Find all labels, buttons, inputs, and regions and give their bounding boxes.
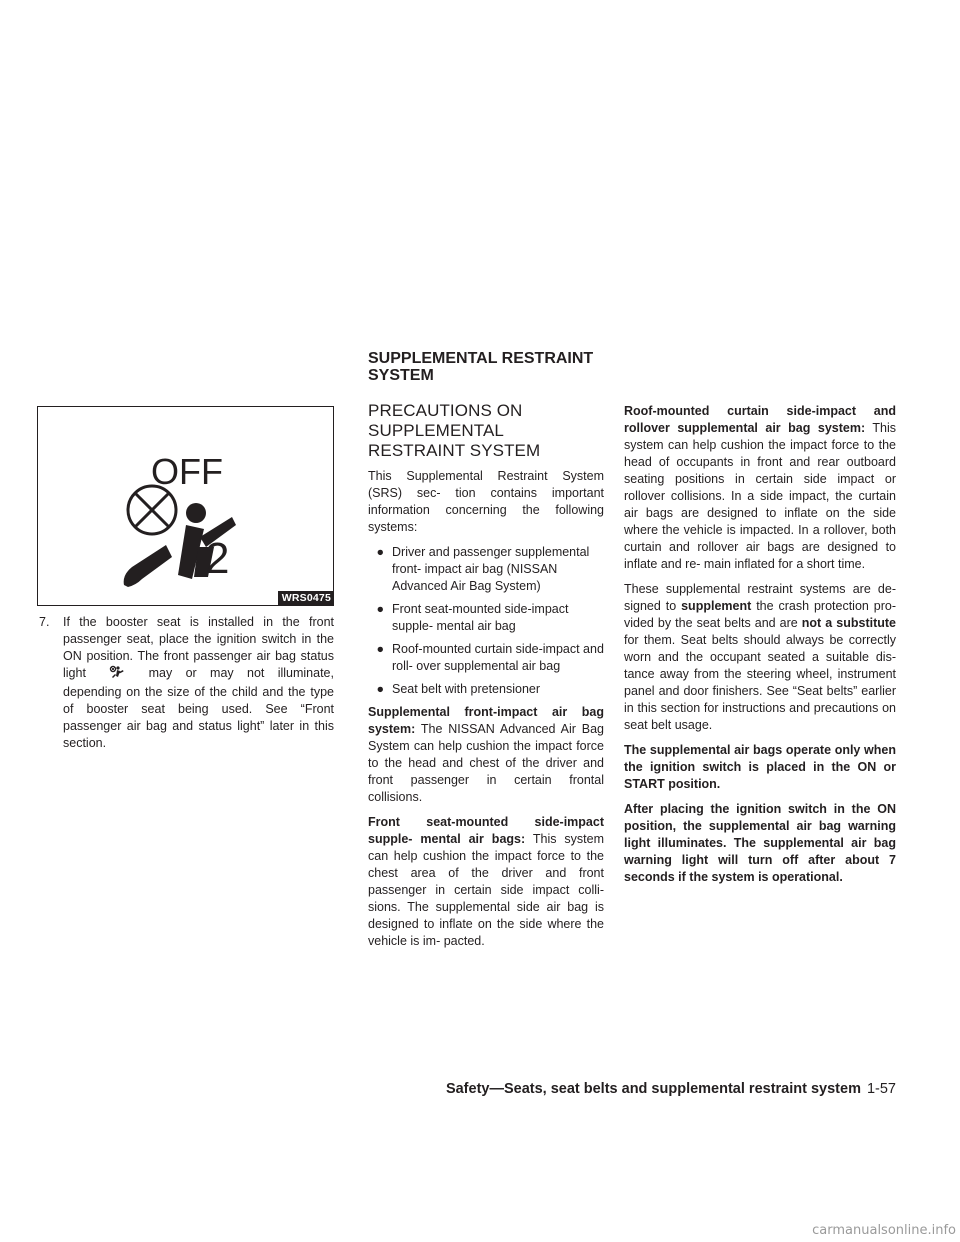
- systems-list: [368, 544, 604, 698]
- figure-label: WRS0475: [278, 591, 334, 606]
- precautions-heading: PRECAUTIONS ON SUPPLEMENTAL RESTRAINT SYSTEM: [368, 401, 541, 460]
- figure-off-text: OFF: [151, 451, 223, 492]
- supplement-text-c: the crash protection pro- vided by the seat belts and are: [624, 599, 896, 630]
- srs-intro: This Supplemental Restraint System (SRS) sec- tion contains important information concerning the following systems:: [368, 469, 604, 534]
- step-7: [37, 614, 334, 752]
- section-title-line-1: SUPPLEMENTAL RESTRAINT: [368, 350, 594, 367]
- airbag-status-light-icon: [99, 665, 135, 684]
- list-item: ● Seat belt with pretensioner: [376, 682, 541, 696]
- curtain-title: Roof-mounted curtain side-impact and rollover supplemental air bag system:: [624, 404, 896, 435]
- step-text: [63, 614, 334, 752]
- watermark: carmanualsonline.info: [812, 1223, 956, 1238]
- side-impact-paragraph: [368, 814, 604, 950]
- figure-airbag-off: [37, 406, 334, 606]
- curtain-text: This system can help cushion the impact force to the head of occupants in front and rear outboard seating positions in certain side impact or rollover collisions. In a side impact, the curtain air bags are designed to inflate on the side where the vehicle is impacted. In a rollover, both curtain and rollover air bags are designed to inflate and re- main inflated for a short time.: [624, 421, 897, 571]
- not-substitute-bold: not a substitute: [801, 616, 896, 630]
- chapter-title: Safety—Seats, seat belts and supplemental restraint system: [445, 1081, 861, 1097]
- page-footer: [424, 1080, 896, 1098]
- section-title: [368, 350, 668, 384]
- step-text-b: may or may not illuminate, depending on the size of the child and the type of booster seat being used. See “Front passenger air bag and status light” later in this section.: [63, 666, 334, 750]
- column-3: [624, 403, 896, 894]
- supplement-paragraph: [624, 581, 896, 734]
- passenger-airbag-off-icon: [38, 407, 333, 605]
- column-1: [37, 614, 334, 752]
- supplement-text-d: for them. Seat belts should always be correctly worn and the occupant seated a suitable dis- tance away from the steering wheel, instrument panel and door finishers. See “Seat belts” earlier in this section for instructions and precautions on seat belt usage.: [624, 633, 896, 732]
- front-impact-text: The NISSAN Advanced Air Bag System can help cushion the impact force to the head and chest of the driver and front passenger in certain frontal collisions.: [368, 722, 604, 804]
- side-impact-text: This system can help cushion the impact force to the chest area of the driver and front passenger in certain side impact colli- sions. The supplemental side air bag is designed to inflate on the side where the vehicle is im- pacted.: [368, 832, 605, 948]
- side-impact-title: Front seat-mounted side-impact supple- mental air bags:: [368, 815, 604, 846]
- column-2: [368, 401, 604, 958]
- list-item: ● Driver and passenger supplemental front- impact air bag (NISSAN Advanced Air Bag System): [376, 545, 590, 593]
- list-item: ● Roof-mounted curtain side-impact and roll- over supplemental air bag: [376, 642, 604, 673]
- figure-seat-number: 2: [205, 534, 230, 583]
- supplement-bold: supplement: [681, 599, 752, 613]
- page-number: 1-57: [866, 1081, 896, 1097]
- front-impact-paragraph: [368, 704, 604, 806]
- curtain-paragraph: [624, 403, 896, 573]
- step-number: 7.: [39, 615, 50, 629]
- warning-light-paragraph: After placing the ignition switch in the ON position, the supplemental air bag warning light illuminates. The supplemental air bag warning light will turn off after about 7 seconds if the system is operational.: [624, 802, 896, 884]
- operate-paragraph: The supplemental air bags operate only when the ignition switch is placed in the ON or START position.: [624, 743, 896, 791]
- step-text-a: If the booster seat is installed in the front passenger seat, place the ignition switch in the ON position. The front passenger air bag status light: [63, 615, 334, 680]
- list-item: ● Front seat-mounted side-impact supple- mental air bag: [376, 602, 569, 633]
- section-title-line-2: SYSTEM: [368, 367, 434, 384]
- front-impact-title: Supplemental front-impact air bag system:: [368, 705, 604, 736]
- supplement-text-a: These supplemental restraint systems are de- signed to: [624, 582, 896, 613]
